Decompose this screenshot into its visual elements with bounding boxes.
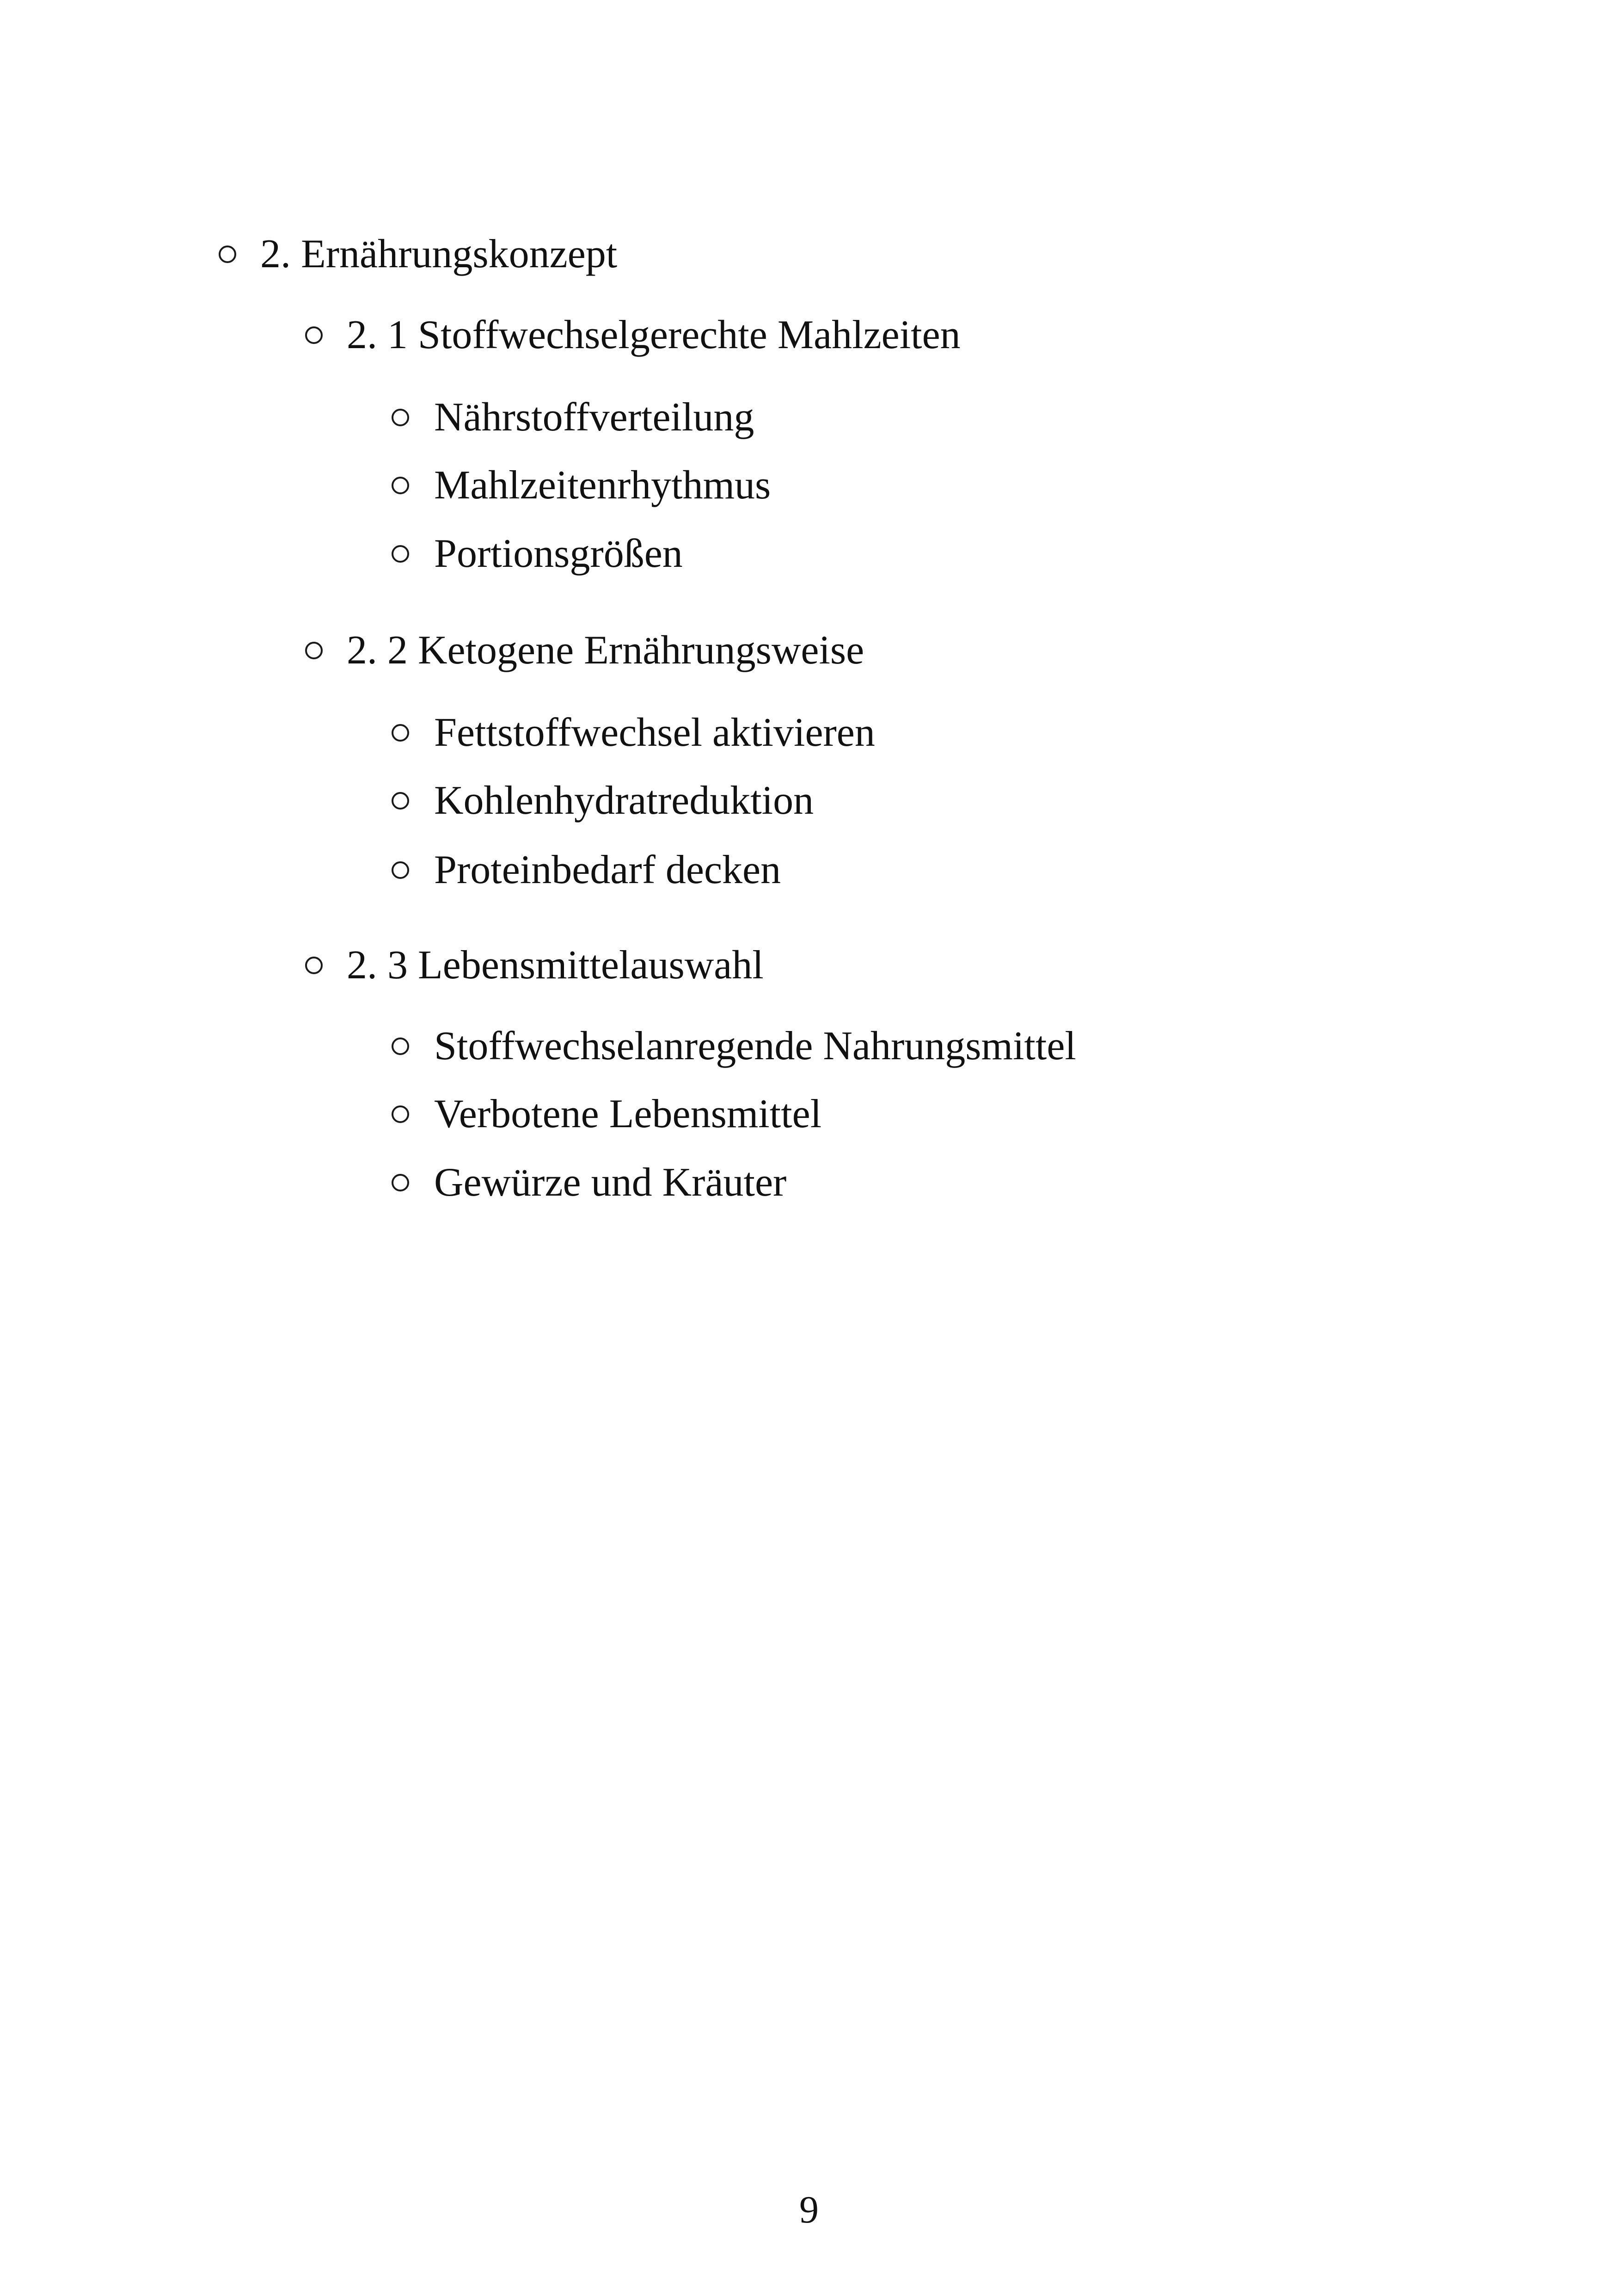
hollow-circle-icon [305, 957, 323, 974]
subsection-title: 2. 3 Lebensmittelauswahl [347, 943, 764, 988]
outline-item [392, 528, 683, 579]
hollow-circle-icon [392, 477, 409, 494]
outline-item [392, 775, 814, 826]
hollow-circle-icon [392, 724, 409, 742]
outline-item [392, 460, 771, 511]
outline-item [392, 1089, 821, 1140]
outline-subsection [305, 940, 764, 991]
outline-item [392, 845, 781, 896]
hollow-circle-icon [305, 326, 323, 344]
outline-item [392, 392, 754, 443]
item-label: Stoffwechselanregende Nahrungsmittel [434, 1024, 1076, 1068]
hollow-circle-icon [392, 545, 409, 563]
hollow-circle-icon [305, 642, 323, 659]
outline-item [392, 1157, 786, 1208]
item-label: Portionsgrößen [434, 531, 683, 576]
item-label: Verbotene Lebensmittel [434, 1092, 822, 1136]
subsection-title: 2. 2 Ketogene Ernährungsweise [347, 628, 864, 673]
hollow-circle-icon [392, 409, 409, 426]
outline-item [392, 1021, 1076, 1072]
hollow-circle-icon [392, 792, 409, 810]
item-label: Kohlenhydratreduktion [434, 778, 814, 823]
hollow-circle-icon [392, 861, 409, 879]
item-label: Gewürze und Kräuter [434, 1160, 787, 1205]
hollow-circle-icon [219, 246, 236, 263]
subsection-title: 2. 1 Stoffwechselgerechte Mahlzeiten [347, 313, 961, 357]
hollow-circle-icon [392, 1174, 409, 1191]
outline-item [392, 707, 875, 758]
item-label: Mahlzeitenrhythmus [434, 463, 771, 508]
page-number: 9 [799, 2188, 819, 2231]
outline-subsection [305, 625, 864, 676]
item-label: Proteinbedarf decken [434, 847, 781, 892]
item-label: Nährstoffverteilung [434, 395, 754, 440]
item-label: Fettstoffwechsel aktivieren [434, 710, 875, 755]
outline-subsection [305, 310, 961, 361]
section-title: 2. Ernährungskonzept [260, 232, 618, 276]
hollow-circle-icon [392, 1105, 409, 1123]
outline-section [219, 229, 617, 280]
hollow-circle-icon [392, 1037, 409, 1055]
